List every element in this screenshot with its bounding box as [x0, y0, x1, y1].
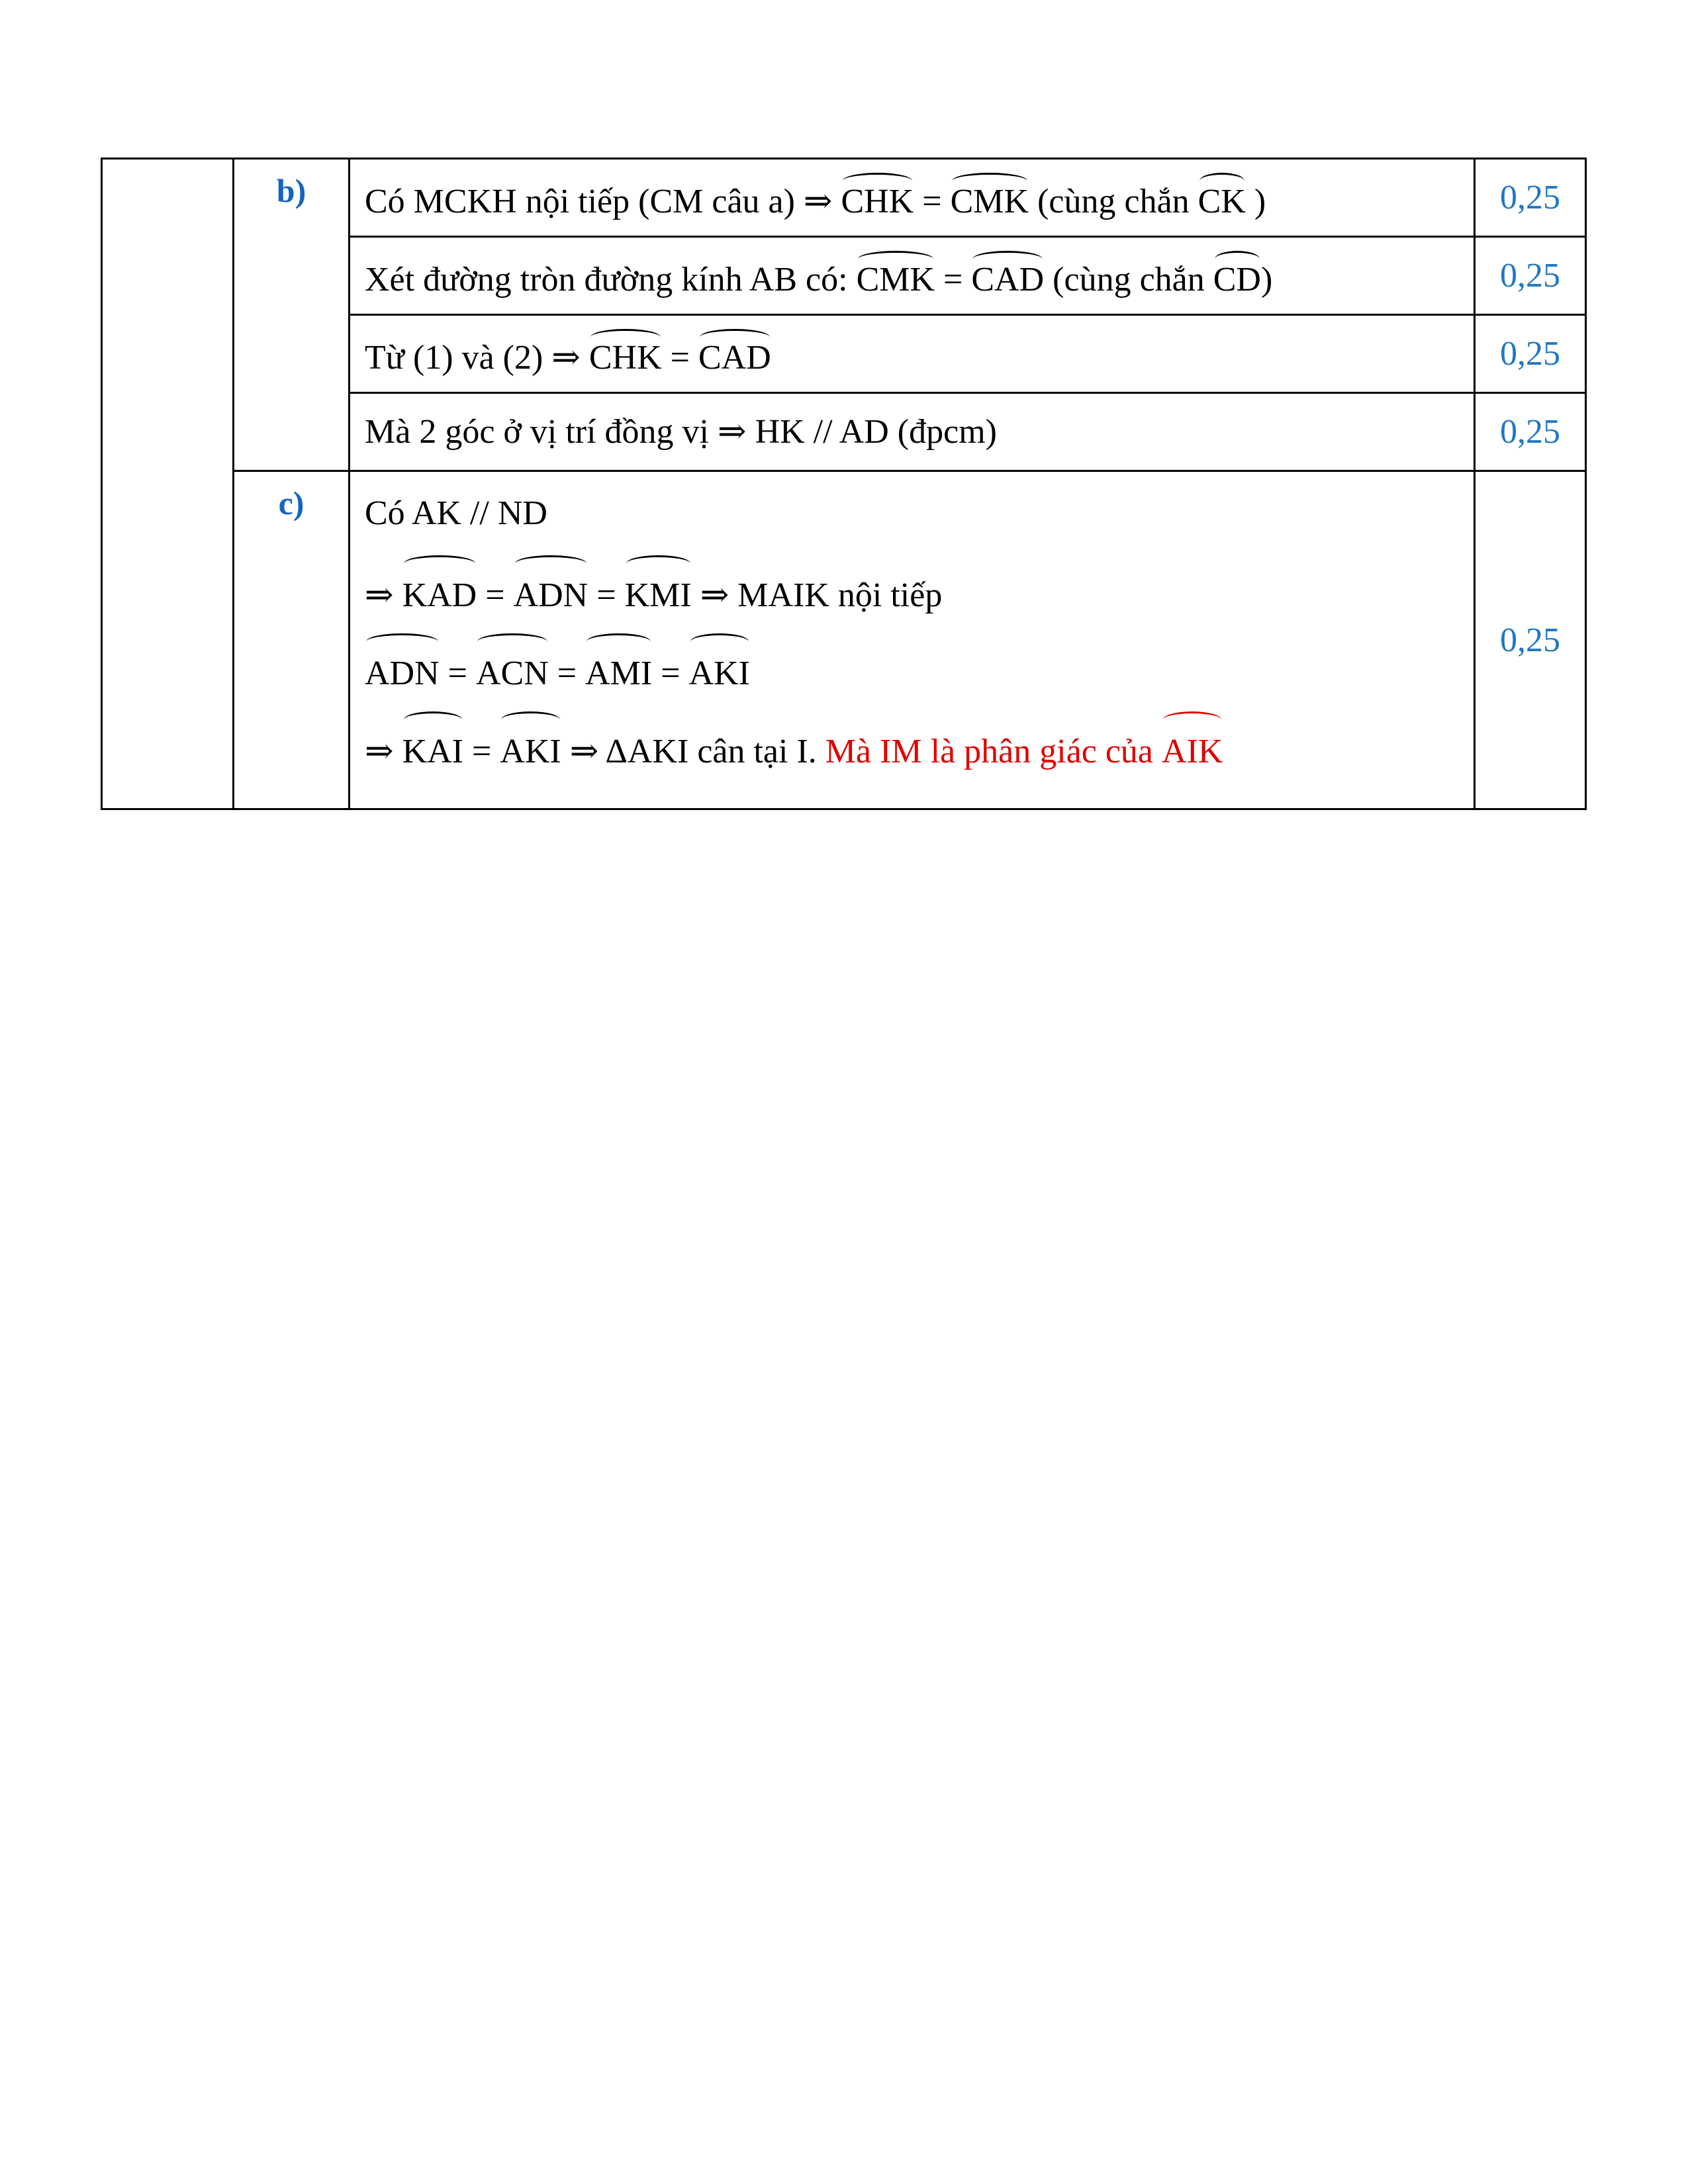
- solution-block-c: [350, 471, 1475, 809]
- angle-arc: CMK: [857, 257, 935, 298]
- angle-arc: AKI: [500, 718, 561, 782]
- score-cell: 0,25: [1475, 237, 1586, 315]
- angle-arc: CHK: [841, 179, 914, 220]
- part-label-c: c): [234, 471, 350, 809]
- arc-label: CK: [1198, 179, 1246, 220]
- solution-line: Có AK // ND: [365, 494, 547, 532]
- angle-arc: CAD: [971, 257, 1044, 298]
- solution-line: Mà 2 góc ở vị trí đồng vị ⇒ HK // AD (đpcm): [350, 393, 1475, 471]
- table-row: [102, 471, 1586, 809]
- part-label-b: b): [234, 159, 350, 471]
- angle-arc: ADN: [365, 640, 440, 704]
- solution-line: ADN = ACN = AMI = AKI: [365, 640, 1474, 718]
- arc-label: CD: [1213, 257, 1261, 298]
- angle-arc: KAD: [402, 562, 477, 625]
- table-row: [102, 159, 1586, 237]
- score-cell: 0,25: [1475, 315, 1586, 393]
- angle-arc: CHK: [589, 336, 662, 377]
- angle-arc: AIK: [1162, 718, 1223, 782]
- angle-arc: CMK: [951, 179, 1029, 220]
- score-cell: 0,25: [1475, 393, 1586, 471]
- question-cell: [102, 159, 234, 809]
- solution-line: ⇒ KAD = ADN = KMI ⇒ MAIK nội tiếp: [365, 562, 1474, 640]
- grading-table: [101, 158, 1587, 810]
- angle-arc: KAI: [402, 718, 463, 782]
- angle-arc: AKI: [689, 640, 750, 704]
- score-cell: 0,25: [1475, 471, 1586, 809]
- angle-arc: ADN: [514, 562, 588, 625]
- angle-arc: AMI: [585, 640, 652, 704]
- solution-line: Từ (1) và (2) ⇒ CHK = CAD: [350, 315, 1475, 393]
- solution-line: ⇒ KAI = AKI ⇒ ΔAKI cân tại I. Mà IM là phân giác của AIK: [365, 718, 1474, 796]
- highlighted-text: Mà IM là phân giác của: [825, 733, 1162, 770]
- solution-line: Có MCKH nội tiếp (CM câu a) ⇒ CHK = CMK (cùng chắn CK ): [350, 159, 1475, 237]
- angle-arc: ACN: [476, 640, 549, 704]
- solution-line: Xét đường tròn đường kính AB có: CMK = CAD (cùng chắn CD): [350, 237, 1475, 315]
- angle-arc: CAD: [698, 336, 771, 377]
- angle-arc: KMI: [625, 562, 692, 625]
- score-cell: 0,25: [1475, 159, 1586, 237]
